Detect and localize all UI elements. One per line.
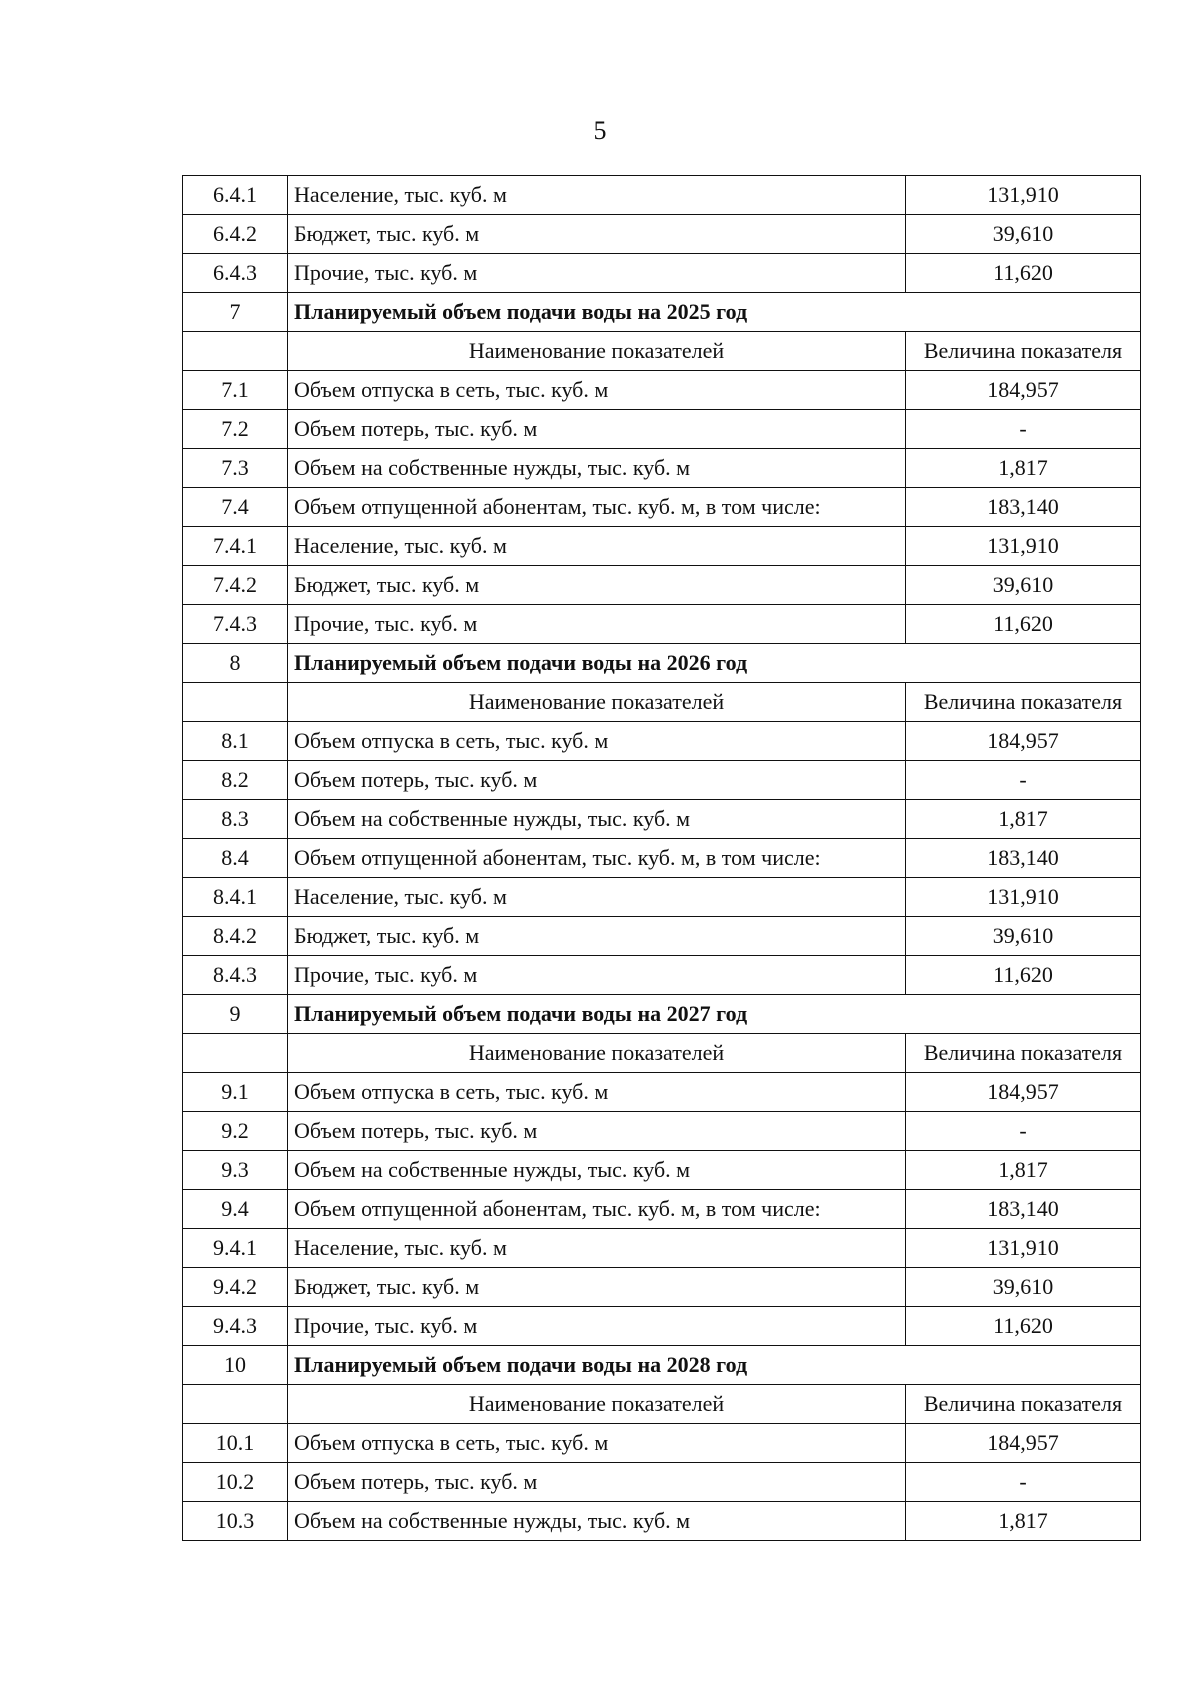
- row-number: 7.4.3: [183, 605, 288, 644]
- section-title: Планируемый объем подачи воды на 2027 год: [288, 995, 1141, 1034]
- section-number: 7: [183, 293, 288, 332]
- row-number: 7.2: [183, 410, 288, 449]
- indicator-name: Объем отпуска в сеть, тыс. куб. м: [288, 1424, 906, 1463]
- indicator-name: Объем отпущенной абонентам, тыс. куб. м, в том числе:: [288, 1190, 906, 1229]
- water-supply-table: [182, 175, 1141, 1541]
- section-number: 8: [183, 644, 288, 683]
- indicator-value: 11,620: [906, 1307, 1141, 1346]
- indicator-name: Объем отпуска в сеть, тыс. куб. м: [288, 1073, 906, 1112]
- column-header-row: [183, 683, 1141, 722]
- row-number: 8.4.1: [183, 878, 288, 917]
- indicator-name: Прочие, тыс. куб. м: [288, 605, 906, 644]
- table-row: [183, 800, 1141, 839]
- indicator-value: 131,910: [906, 878, 1141, 917]
- row-number: 8.4.3: [183, 956, 288, 995]
- table-row: [183, 1190, 1141, 1229]
- indicator-name: Прочие, тыс. куб. м: [288, 254, 906, 293]
- table-row: [183, 722, 1141, 761]
- indicator-name: Бюджет, тыс. куб. м: [288, 917, 906, 956]
- table-row: [183, 917, 1141, 956]
- table-row: [183, 1463, 1141, 1502]
- table-row: [183, 449, 1141, 488]
- row-number: 9.4: [183, 1190, 288, 1229]
- row-number: 7.1: [183, 371, 288, 410]
- indicator-value: 1,817: [906, 1502, 1141, 1541]
- table-row: [183, 1073, 1141, 1112]
- row-number: 9.1: [183, 1073, 288, 1112]
- section-row: [183, 644, 1141, 683]
- column-header-name: Наименование показателей: [288, 683, 906, 722]
- indicator-name: Население, тыс. куб. м: [288, 176, 906, 215]
- row-number: 9.2: [183, 1112, 288, 1151]
- section-row: [183, 1346, 1141, 1385]
- table-row: [183, 605, 1141, 644]
- indicator-name: Объем потерь, тыс. куб. м: [288, 761, 906, 800]
- table-row: [183, 1151, 1141, 1190]
- indicator-name: Бюджет, тыс. куб. м: [288, 1268, 906, 1307]
- row-number: 9.4.3: [183, 1307, 288, 1346]
- row-number: 8.1: [183, 722, 288, 761]
- indicator-value: -: [906, 410, 1141, 449]
- table-row: [183, 254, 1141, 293]
- indicator-value: -: [906, 761, 1141, 800]
- row-number: 6.4.3: [183, 254, 288, 293]
- indicator-value: 184,957: [906, 1424, 1141, 1463]
- table-row: [183, 527, 1141, 566]
- indicator-value: 11,620: [906, 254, 1141, 293]
- column-header-value: Величина показателя: [906, 332, 1141, 371]
- table-row: [183, 839, 1141, 878]
- section-title: Планируемый объем подачи воды на 2028 год: [288, 1346, 1141, 1385]
- row-number: 6.4.1: [183, 176, 288, 215]
- indicator-value: 184,957: [906, 371, 1141, 410]
- indicator-name: Бюджет, тыс. куб. м: [288, 215, 906, 254]
- header-empty-cell: [183, 1385, 288, 1424]
- indicator-value: 39,610: [906, 566, 1141, 605]
- header-empty-cell: [183, 1034, 288, 1073]
- row-number: 10.2: [183, 1463, 288, 1502]
- table-row: [183, 1307, 1141, 1346]
- indicator-value: 183,140: [906, 1190, 1141, 1229]
- row-number: 7.4.1: [183, 527, 288, 566]
- indicator-name: Объем на собственные нужды, тыс. куб. м: [288, 1151, 906, 1190]
- indicator-name: Объем потерь, тыс. куб. м: [288, 1112, 906, 1151]
- table-row: [183, 1502, 1141, 1541]
- header-empty-cell: [183, 683, 288, 722]
- column-header-value: Величина показателя: [906, 683, 1141, 722]
- indicator-value: 183,140: [906, 839, 1141, 878]
- indicator-value: 184,957: [906, 722, 1141, 761]
- row-number: 8.3: [183, 800, 288, 839]
- table-row: [183, 761, 1141, 800]
- indicator-name: Прочие, тыс. куб. м: [288, 1307, 906, 1346]
- indicator-value: 39,610: [906, 1268, 1141, 1307]
- column-header-row: [183, 1034, 1141, 1073]
- table-row: [183, 566, 1141, 605]
- indicator-name: Объем отпущенной абонентам, тыс. куб. м, в том числе:: [288, 839, 906, 878]
- indicator-name: Объем отпуска в сеть, тыс. куб. м: [288, 371, 906, 410]
- indicator-value: 131,910: [906, 1229, 1141, 1268]
- header-empty-cell: [183, 332, 288, 371]
- indicator-value: 131,910: [906, 527, 1141, 566]
- column-header-row: [183, 332, 1141, 371]
- row-number: 7.4.2: [183, 566, 288, 605]
- indicator-value: 1,817: [906, 449, 1141, 488]
- indicator-name: Объем на собственные нужды, тыс. куб. м: [288, 1502, 906, 1541]
- indicator-name: Объем потерь, тыс. куб. м: [288, 410, 906, 449]
- indicator-value: 131,910: [906, 176, 1141, 215]
- column-header-name: Наименование показателей: [288, 1385, 906, 1424]
- row-number: 10.3: [183, 1502, 288, 1541]
- column-header-row: [183, 1385, 1141, 1424]
- column-header-value: Величина показателя: [906, 1385, 1141, 1424]
- indicator-value: 39,610: [906, 917, 1141, 956]
- table-row: [183, 1112, 1141, 1151]
- column-header-name: Наименование показателей: [288, 332, 906, 371]
- row-number: 9.4.2: [183, 1268, 288, 1307]
- indicator-value: 11,620: [906, 956, 1141, 995]
- row-number: 7.3: [183, 449, 288, 488]
- section-title: Планируемый объем подачи воды на 2025 год: [288, 293, 1141, 332]
- indicator-name: Прочие, тыс. куб. м: [288, 956, 906, 995]
- section-row: [183, 995, 1141, 1034]
- table-row: [183, 1424, 1141, 1463]
- row-number: 7.4: [183, 488, 288, 527]
- row-number: 8.4: [183, 839, 288, 878]
- row-number: 8.4.2: [183, 917, 288, 956]
- section-row: [183, 293, 1141, 332]
- indicator-name: Население, тыс. куб. м: [288, 527, 906, 566]
- section-number: 10: [183, 1346, 288, 1385]
- table-row: [183, 176, 1141, 215]
- indicator-name: Население, тыс. куб. м: [288, 878, 906, 917]
- table-body: [183, 176, 1141, 1541]
- row-number: 10.1: [183, 1424, 288, 1463]
- table-row: [183, 1229, 1141, 1268]
- table-row: [183, 1268, 1141, 1307]
- row-number: 8.2: [183, 761, 288, 800]
- table-row: [183, 371, 1141, 410]
- table-row: [183, 410, 1141, 449]
- indicator-name: Объем отпущенной абонентам, тыс. куб. м, в том числе:: [288, 488, 906, 527]
- indicator-value: 1,817: [906, 800, 1141, 839]
- indicator-name: Объем на собственные нужды, тыс. куб. м: [288, 800, 906, 839]
- table-row: [183, 956, 1141, 995]
- indicator-value: 39,610: [906, 215, 1141, 254]
- row-number: 9.3: [183, 1151, 288, 1190]
- column-header-name: Наименование показателей: [288, 1034, 906, 1073]
- row-number: 9.4.1: [183, 1229, 288, 1268]
- indicator-name: Объем потерь, тыс. куб. м: [288, 1463, 906, 1502]
- indicator-value: -: [906, 1463, 1141, 1502]
- indicator-name: Объем отпуска в сеть, тыс. куб. м: [288, 722, 906, 761]
- indicator-value: -: [906, 1112, 1141, 1151]
- indicator-value: 1,817: [906, 1151, 1141, 1190]
- indicator-value: 184,957: [906, 1073, 1141, 1112]
- table-row: [183, 215, 1141, 254]
- section-number: 9: [183, 995, 288, 1034]
- indicator-value: 183,140: [906, 488, 1141, 527]
- indicator-name: Объем на собственные нужды, тыс. куб. м: [288, 449, 906, 488]
- indicator-name: Бюджет, тыс. куб. м: [288, 566, 906, 605]
- row-number: 6.4.2: [183, 215, 288, 254]
- table-row: [183, 878, 1141, 917]
- page-number: 5: [593, 116, 607, 145]
- table-row: [183, 488, 1141, 527]
- section-title: Планируемый объем подачи воды на 2026 год: [288, 644, 1141, 683]
- indicator-value: 11,620: [906, 605, 1141, 644]
- indicator-name: Население, тыс. куб. м: [288, 1229, 906, 1268]
- column-header-value: Величина показателя: [906, 1034, 1141, 1073]
